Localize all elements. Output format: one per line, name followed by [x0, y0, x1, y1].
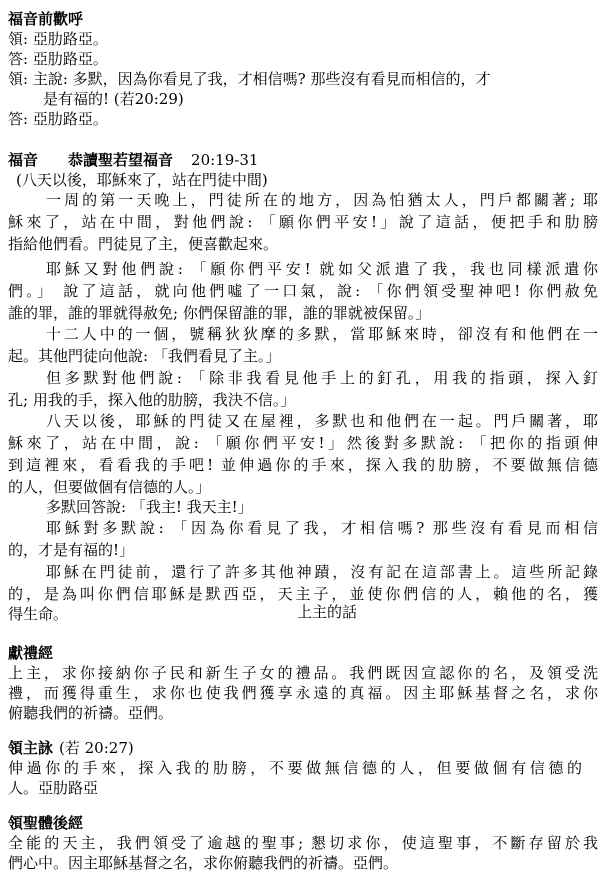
offertory-line: 禮，而獲得重生，求你也使我們獲享永遠的真福。因主耶穌基督之名，求你	[8, 684, 598, 702]
gospel-line: 穌來了，站在中間，對他們說: 「願你們平安!」說了這話，便把手和肋膀	[8, 213, 598, 231]
section-title-gospel-acclamation: 福音前歡呼	[8, 10, 84, 28]
section-title-post-communion: 領聖體後經	[8, 814, 84, 832]
communion-line: 伸過你的手來，探入我的肋膀，不要做無信德的人，但要做個有信德的	[8, 759, 582, 777]
acclamation-line: 領: 亞肋路亞。	[8, 30, 108, 48]
gospel-line: 的，是為叫你們信耶穌是默西亞，天主子，並使你們信的人，賴他的名，獲	[8, 585, 598, 603]
gospel-line: 到這裡來，看看我的手吧! 並伸過你的手來，探入我的肋膀，不要做無信德	[8, 456, 598, 474]
gospel-intro: (八天以後，耶穌來了，站在門徒中間)	[16, 171, 268, 189]
gospel-line: 但多默對他們說: 「除非我看見他手上的釘孔，用我的指頭，探入釘	[46, 369, 598, 387]
offertory-line: 上主，求你接納你子民和新生子女的禮品。我們既因宣認你的名，及領受洗	[8, 664, 598, 682]
gospel-line: 的，才是有福的!」	[8, 541, 135, 559]
post-communion-line: 全能的天主，我們領受了逾越的聖事; 懇切求你，使這聖事，不斷存留於我	[8, 834, 598, 852]
gospel-line: 的人，但要做個有信德的人。」	[8, 478, 211, 496]
acclamation-line: 答: 亞肋路亞。	[8, 110, 108, 128]
gospel-line: 多默回答說: 「我主! 我天主!」	[46, 498, 253, 516]
section-title-offertory: 獻禮經	[8, 644, 54, 662]
gospel-line: 八天以後，耶穌的門徒又在屋裡，多默也和他們在一起。門戶關著，耶	[46, 412, 598, 430]
gospel-line: 耶穌又對他們說: 「願你們平安! 就如父派遣了我，我也同樣派遣你	[46, 260, 598, 278]
gospel-line: 十二人中的一個，號稱狄狄摩的多默，當耶穌來時，卻沒有和他們在一	[46, 325, 598, 343]
communion-reference: (若 20:27)	[59, 739, 134, 757]
communion-line: 人。亞肋路亞	[8, 779, 99, 797]
gospel-line: 得生命。	[8, 605, 69, 623]
section-title-gospel: 福音	[8, 151, 39, 169]
gospel-line: 起。其他門徒向他說: 「我們看見了主。」	[8, 347, 281, 365]
gospel-line: 一周的第一天晚上，門徒所在的地方，因為怕猶太人，門戶都關著; 耶	[46, 191, 598, 209]
acclamation-line: 答: 亞肋路亞。	[8, 50, 108, 68]
gospel-line: 孔; 用我的手，探入他的肋膀，我決不信。」	[8, 391, 296, 409]
gospel-line: 耶穌在門徒前，還行了許多其他神蹟，沒有記在這部書上。這些所記錄	[46, 563, 598, 581]
gospel-reference: 20:19-31	[191, 151, 259, 169]
acclamation-line: 領: 主說: 多默，因為你看見了我，才相信嗎? 那些沒有看見而相信的，才	[8, 70, 491, 88]
gospel-line: 耶穌對多默說: 「因為你看見了我，才相信嗎? 那些沒有看見而相信	[46, 519, 598, 537]
gospel-closing: 上主的話	[297, 603, 358, 621]
gospel-heading	[8, 150, 609, 170]
communion-heading	[8, 738, 609, 758]
gospel-line: 誰的罪，誰的罪就得赦免; 你們保留誰的罪，誰的罪就被保留。」	[8, 304, 431, 322]
gospel-line: 穌來了，站在中間，說: 「願你們平安!」然後對多默說: 「把你的指頭伸	[8, 434, 598, 452]
gospel-line: 指給他們看。門徒見了主，便喜歡起來。	[8, 235, 279, 253]
gospel-heading-text: 恭讀聖若望福音	[68, 151, 174, 169]
post-communion-line: 們心中。因主耶穌基督之名，求你俯聽我們的祈禱。亞們。	[8, 854, 399, 872]
offertory-line: 俯聽我們的祈禱。亞們。	[8, 704, 174, 722]
section-title-communion: 領主詠	[8, 739, 54, 757]
gospel-line: 們。」 說了這話，就向他們噓了一口氣，說: 「你們領受聖神吧! 你們赦免	[8, 282, 598, 300]
acclamation-line: 是有福的! (若20:29)	[43, 90, 184, 108]
